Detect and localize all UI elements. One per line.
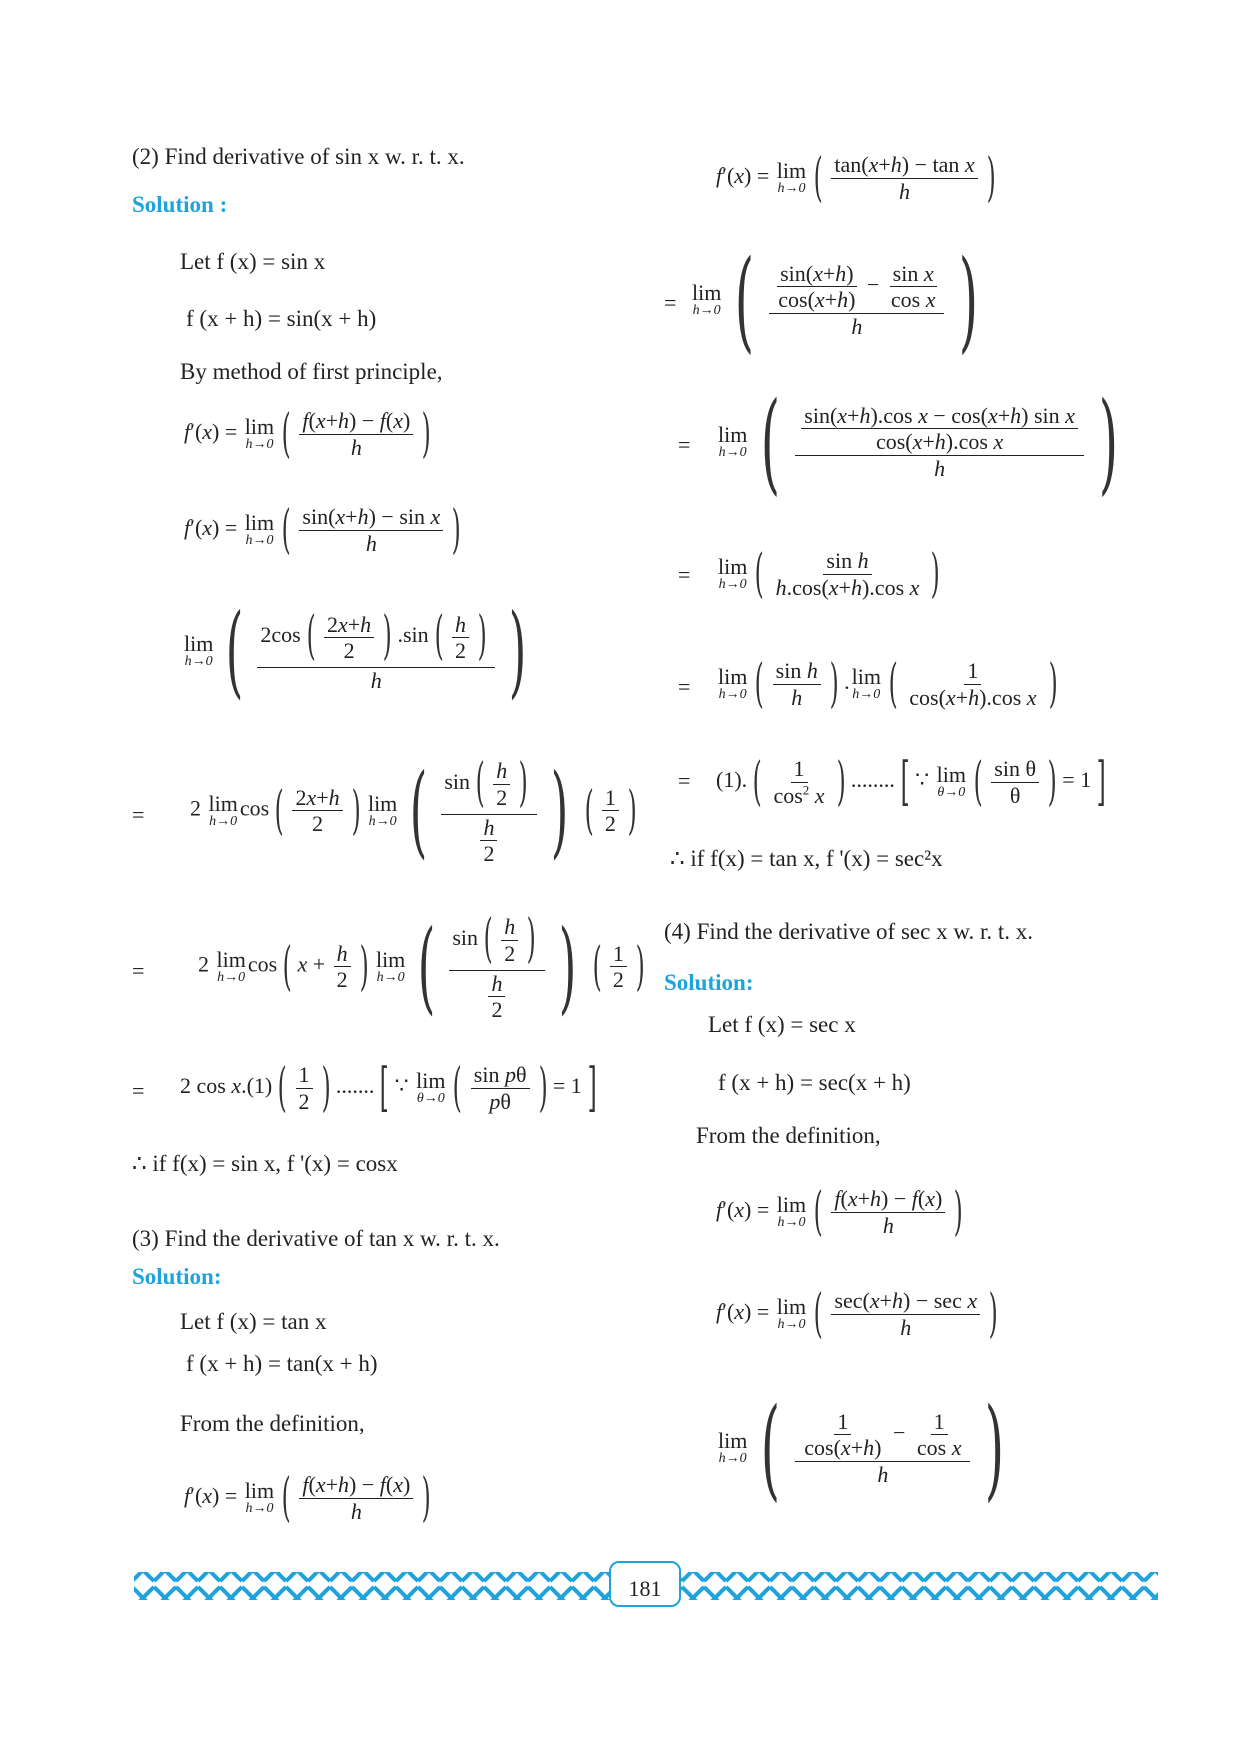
question-4-solution-heading: Solution: bbox=[664, 970, 754, 995]
question-3-fxh-statement: f (x + h) = tan(x + h) bbox=[186, 1351, 378, 1376]
equals-sign: = bbox=[132, 958, 145, 983]
question-2-conclusion: ∴ if f(x) = sin x, f '(x) = cosx bbox=[132, 1151, 398, 1176]
q2-sum-to-product-step: lim h→0 ( 2cos ( $\frac{2x+h}{2}$ ) .sin ( $\frac{h}{2}$ ) h ) bbox=[184, 592, 527, 709]
equals-sign: = bbox=[678, 562, 691, 587]
q3-derivative-definition: f′(x) = lim h→0 ( $\frac{f(x+h) - f(x)}{h}$ ) bbox=[184, 1468, 432, 1528]
question-2-fxh-statement: f (x + h) = sin(x + h) bbox=[186, 306, 377, 331]
question-4-title: (4) Find the derivative of sec x w. r. t. x. bbox=[664, 919, 1033, 944]
equals-sign: = bbox=[678, 768, 691, 793]
question-2-method-line: By method of first principle, bbox=[180, 359, 443, 384]
question-2-solution-heading: Solution : bbox=[132, 192, 228, 217]
q3-product-of-limits-step: lim h→0 ( $\frac{\text{sin h}}{h}$ ) . lim h→0 ( $\frac{1}{\text{cos(x+h).cos x}}$ ) bbox=[718, 654, 1058, 714]
q3-final-evaluation-step: (1). ( $\frac{1}{\cos^2 x}$ ) ........ [ ∵ lim θ→0 ( $\frac{\text{sin θ}}{\theta}$ ) = 1 ] bbox=[716, 752, 1106, 812]
equals-sign: = bbox=[132, 802, 145, 827]
page-number: 181 bbox=[628, 1576, 662, 1601]
q3-sine-cosine-step: lim h→0 ( $\frac{\sin(x+h)}{\cos(x+h)}$ − $\frac{\text{sin x}}{\text{cos x}}$ h ) bbox=[692, 236, 979, 364]
question-2-let-statement: Let f (x) = sin x bbox=[180, 249, 326, 274]
q3-sine-of-h-step: lim h→0 ( $\frac{\text{sin h}}{\text{h.cos(x+h).cos x}}$ ) bbox=[718, 544, 941, 604]
question-3-solution-heading: Solution: bbox=[132, 1264, 222, 1289]
q4-secant-difference-step: f′(x) = lim h→0 ( $\frac{\text{sec(x+h) − sec x}}{h}$ ) bbox=[716, 1284, 998, 1344]
question-2-title: (2) Find derivative of sin x w. r. t. x. bbox=[132, 144, 465, 169]
equals-sign: = bbox=[132, 1078, 145, 1103]
q4-derivative-definition: f′(x) = lim h→0 ( $\frac{f(x+h) - f(x)}{h}$ ) bbox=[716, 1182, 964, 1242]
question-3-title: (3) Find the derivative of tan x w. r. t. x. bbox=[132, 1226, 500, 1251]
q2-sine-difference-step: f′(x) = lim h→0 ( $\frac{\text{sin(x+h) − sin x}}{h}$ ) bbox=[184, 500, 461, 560]
question-4-let-statement: Let f (x) = sec x bbox=[708, 1012, 856, 1037]
equals-sign: = bbox=[678, 674, 691, 699]
q4-reciprocal-cosine-step: lim h→0 ( $\frac{1}{\cos(x+h)}$ − $\frac{1}{\text{cos x}}$ h ) bbox=[718, 1384, 1005, 1512]
equals-sign: = bbox=[664, 290, 677, 315]
question-3-definition-line: From the definition, bbox=[180, 1411, 365, 1436]
question-3-let-statement: Let f (x) = tan x bbox=[180, 1309, 327, 1334]
equals-sign: = bbox=[678, 432, 691, 457]
q2-separated-limit-step: 2 lim h→0 cos ( $\frac{2x+h}{2}$ ) lim h→0 ( sin ( $\frac{h}{2}$ ) $\frac{h}{2}$ ) ( $\frac{1}{2}$ ) bbox=[190, 752, 637, 869]
question-4-fxh-statement: f (x + h) = sec(x + h) bbox=[718, 1070, 911, 1095]
q2-final-evaluation-step: 2 cos x.(1) ( $\frac{1}{2}$ ) ....... [ ∵ lim θ→0 ( $\frac{\text{sin pθ}}{p\theta}$ ) = 1 ] bbox=[180, 1058, 597, 1118]
question-4-definition-line: From the definition, bbox=[696, 1123, 881, 1148]
q2-derivative-definition: f′(x) = lim h→0 ( $\frac{f(x+h) - f(x)}{h}$ ) bbox=[184, 404, 432, 464]
q3-common-denominator-step: lim h→0 ( $\frac{\frac{\text{sin(x+h).cos x − cos(x+h) sin x}}{\text{cos(x+h).cos x}}}{h}$ ) bbox=[718, 378, 1119, 506]
q2-simplified-limit-step: 2 lim h→0 cos ( x + $\frac{h}{2}$ ) lim h→0 ( sin ( $\frac{h}{2}$ ) $\frac{h}{2}$ ) ( $\frac{1}{2}$ ) bbox=[198, 908, 645, 1025]
question-3-conclusion: ∴ if f(x) = tan x, f '(x) = sec²x bbox=[670, 846, 943, 871]
q3-tangent-difference-step: f′(x) = lim h→0 ( $\frac{\text{tan(x+h) − tan x}}{h}$ ) bbox=[716, 148, 996, 208]
